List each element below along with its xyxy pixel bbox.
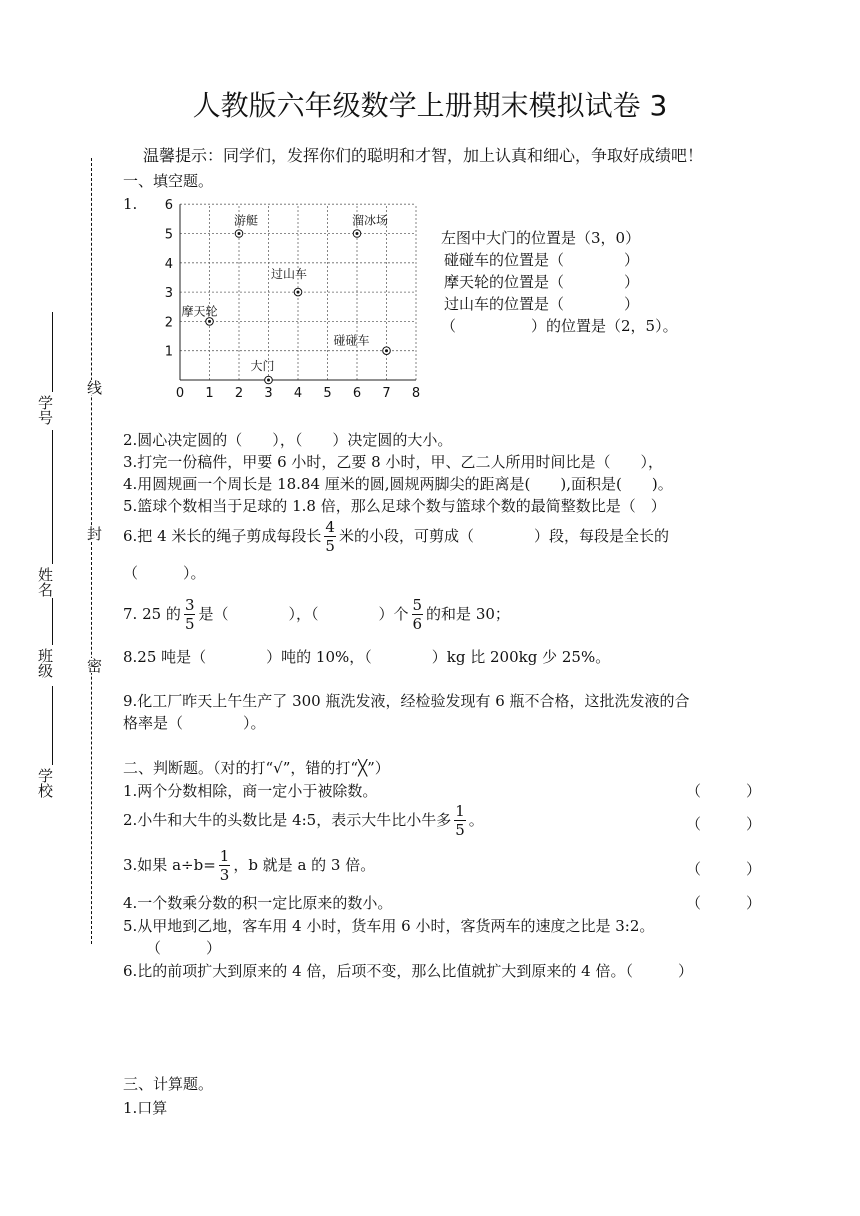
q7-fraction-1 (184, 598, 196, 632)
q7-f2-den: 6 (412, 615, 423, 633)
x-tick-label: 1 (205, 386, 214, 401)
point-label: 碰碰车 (333, 333, 370, 348)
judge-q2-den: 5 (455, 821, 465, 839)
judge-q2-num: 1 (455, 802, 465, 820)
q9-line-b: 格率是（ ）。 (123, 714, 266, 732)
q7-part-b: 是（ ），（ ）个 (198, 605, 409, 623)
point-dot (238, 232, 241, 235)
margin-label-xian: 线 (85, 380, 103, 395)
judge-q3-fraction (219, 849, 231, 883)
q7-f2-num: 5 (412, 596, 423, 614)
section3-heading: 三、计算题。 (123, 1075, 214, 1093)
q5-text: 5.篮球个数相当于足球的 1.8 倍，那么足球个数与篮球个数的最简整数比是（ ） (123, 497, 666, 515)
q1-line-1: 左图中大门的位置是（3，0） (441, 229, 641, 247)
margin-underline-xuehao (52, 312, 53, 392)
point-dot (385, 349, 388, 352)
judge-q1: 1.两个分数相除，商一定小于被除数。 (123, 782, 378, 800)
margin-label-xuexiao: 学校 (36, 768, 54, 798)
margin-underline-xingming (52, 430, 53, 564)
q1-line-2: 碰碰车的位置是（ ） (444, 251, 640, 269)
judge-q4: 4.一个数乘分数的积一定比原来的数小。 (123, 894, 393, 912)
y-tick-label: 2 (164, 315, 173, 331)
point-label: 摩天轮 (181, 304, 218, 319)
judge-q2-part-b: 。 (468, 811, 484, 829)
page-title: 人教版六年级数学上册期末模拟试卷 3 (192, 89, 668, 122)
q9-line-a: 9.化工厂昨天上午生产了 300 瓶洗发液，经检验发现有 6 瓶不合格，这批洗发液的合 (123, 692, 690, 710)
point-label: 大门 (250, 359, 275, 373)
coordinate-grid (160, 195, 430, 405)
judge-q5: 5.从甲地到乙地，客车用 4 小时，货车用 6 小时，客货两车的速度之比是 3:2。 (123, 917, 655, 935)
q1-line-4: 过山车的位置是（ ） (444, 295, 640, 313)
point-dot (267, 379, 270, 382)
q6-frac-den: 5 (325, 537, 335, 555)
q6-fraction (324, 520, 336, 554)
q6-part-a: 6.把 4 米长的绳子剪成每段长 (123, 527, 322, 545)
judge-q4-paren: （ ） (686, 894, 762, 912)
q6-row (123, 520, 669, 554)
y-tick-label: 3 (164, 286, 173, 302)
y-tick-label: 6 (164, 198, 173, 214)
tip-text: 温馨提示：同学们，发挥你们的聪明和才智，加上认真和细心，争取好成绩吧！ (143, 146, 704, 165)
q6-part-c: （ ）。 (123, 564, 206, 582)
q1-number: 1. (123, 195, 138, 213)
x-tick-label: 7 (382, 386, 391, 401)
x-tick-label: 6 (352, 386, 362, 401)
q7-f1-num: 3 (184, 596, 195, 614)
judge-q5-paren: （ ） (146, 939, 222, 957)
margin-label-mi: 密 (85, 658, 103, 673)
judge-q3-den: 3 (219, 866, 230, 884)
section1-heading: 一、填空题。 (123, 172, 214, 190)
judge-q2-part-a: 2.小牛和大牛的头数比是 4:5，表示大牛比小牛多 (123, 811, 452, 829)
x-tick-label: 5 (323, 386, 332, 401)
judge-q2-row (123, 804, 484, 838)
point-label: 溜冰场 (352, 213, 389, 228)
section3-sub1: 1.口算 (123, 1099, 168, 1117)
q7-f1-den: 5 (184, 615, 195, 633)
judge-q3-part-b: ，b 就是 a 的 3 倍。 (233, 856, 376, 874)
q1-line-5: （ ）的位置是（2，5）。 (441, 317, 678, 335)
point-dot (356, 232, 359, 235)
x-tick-label: 3 (264, 386, 273, 401)
judge-q2-paren: （ ） (686, 815, 762, 833)
x-tick-label: 4 (293, 386, 303, 401)
point-label: 游艇 (234, 213, 259, 228)
point-dot (297, 291, 300, 294)
q8-text: 8.25 吨是（ ）吨的 10%，（ ）kg 比 200kg 少 25%。 (123, 648, 611, 666)
q7-row (123, 598, 510, 632)
x-tick-label: 2 (234, 386, 244, 401)
x-tick-label: 0 (175, 386, 185, 401)
margin-underline-banji (52, 598, 53, 645)
y-tick-label: 4 (164, 256, 173, 272)
judge-q3-part-a: 3.如果 a÷b= (123, 856, 216, 874)
judge-q3-paren: （ ） (686, 860, 762, 878)
q1-line-3: 摩天轮的位置是（ ） (444, 273, 640, 291)
q7-fraction-2 (412, 598, 424, 632)
binding-dashed-line (91, 158, 92, 944)
margin-label-feng: 封 (85, 526, 103, 541)
q7-part-c: 的和是 30； (426, 605, 510, 623)
section2-heading: 二、判断题。（对的打“√”，错的打“╳”） (123, 759, 390, 777)
judge-q1-paren: （ ） (686, 782, 762, 800)
q2-text: 2.圆心决定圆的（ ），（ ）决定圆的大小。 (123, 431, 453, 449)
q7-part-a: 7. 25 的 (123, 605, 181, 623)
margin-label-xuehao: 学号 (36, 395, 54, 425)
y-tick-label: 1 (164, 344, 173, 360)
q6-part-b: 米的小段，可剪成（ ）段，每段是全长的 (338, 527, 669, 545)
q3-text: 3.打完一份稿件，甲要 6 小时，乙要 8 小时，甲、乙二人所用时间比是（ ）， (123, 453, 663, 471)
y-tick-label: 5 (164, 227, 173, 243)
point-dot (208, 320, 211, 323)
margin-underline-xuexiao (52, 686, 53, 765)
q6-frac-num: 4 (325, 518, 335, 536)
judge-q6: 6.比的前项扩大到原来的 4 倍，后项不变，那么比值就扩大到原来的 4 倍。（ ） (123, 962, 693, 980)
margin-label-banji: 班级 (36, 648, 54, 678)
judge-q3-row (123, 849, 375, 883)
judge-q2-fraction (454, 804, 466, 838)
point-label: 过山车 (271, 267, 308, 282)
x-tick-label: 8 (411, 386, 421, 401)
q4-text: 4.用圆规画一个周长是 18.84 厘米的圆,圆规两脚尖的距离是( ),面积是( )。 (123, 475, 673, 493)
margin-label-xingming: 姓名 (36, 567, 54, 597)
judge-q3-num: 1 (219, 847, 230, 865)
